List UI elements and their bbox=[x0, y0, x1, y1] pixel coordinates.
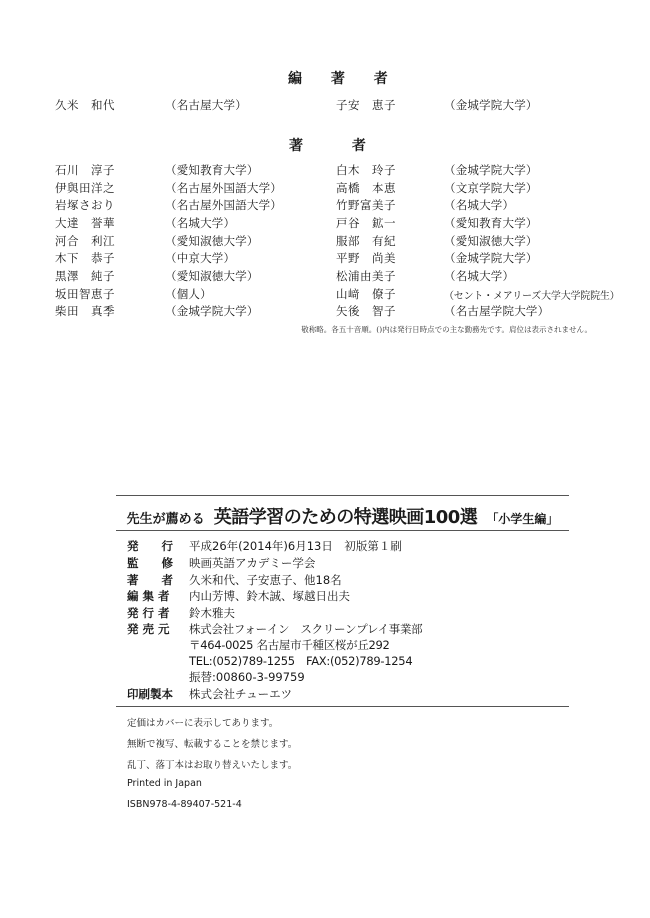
footer-replace-note: 乱丁、落丁本はお取り替えいたします。 bbox=[127, 760, 298, 771]
author-affiliation: （愛知淑徳大学） bbox=[444, 234, 538, 248]
author-name: 伊與田洋之 bbox=[55, 181, 115, 195]
colophon-value: 鈴木雅夫 bbox=[189, 606, 235, 620]
author-affiliation: （個人） bbox=[165, 287, 212, 301]
colophon-value: 内山芳博、鈴木誠、塚越日出夫 bbox=[189, 589, 350, 603]
colophon-label: 発 行 bbox=[127, 539, 173, 553]
title-bottom-rule bbox=[116, 530, 569, 531]
author-affiliation: （愛知教育大学） bbox=[444, 216, 538, 230]
authors-note: 敬称略。各五十音順。()内は発行日時点での主な勤務先です。肩位は表示されません。 bbox=[301, 325, 592, 334]
footer-isbn: ISBN978-4-89407-521-4 bbox=[127, 799, 242, 810]
author-affiliation: （愛知淑徳大学） bbox=[165, 234, 259, 248]
book-title bbox=[116, 503, 569, 529]
colophon-value: 振替:00860-3-99759 bbox=[189, 670, 305, 684]
author-name: 白木 玲子 bbox=[336, 163, 396, 177]
author-affiliation: （文京学院大学） bbox=[444, 181, 538, 195]
colophon-value: TEL:(052)789-1255 FAX:(052)789-1254 bbox=[189, 654, 413, 668]
colophon-value: 久米和代、子安恵子、他18名 bbox=[189, 573, 342, 587]
author-affiliation: （金城学院大学） bbox=[444, 163, 538, 177]
author-name: 河合 利江 bbox=[55, 234, 115, 248]
colophon-label: 監 修 bbox=[127, 556, 173, 570]
author-affiliation: （愛知教育大学） bbox=[165, 163, 259, 177]
colophon-value: 映画英語アカデミー学会 bbox=[189, 556, 316, 570]
author-affiliation: （名城大学） bbox=[444, 198, 515, 212]
author-name: 竹野富美子 bbox=[336, 198, 396, 212]
colophon-value: 平成26年(2014年)6月13日 初版第１刷 bbox=[189, 539, 402, 553]
colophon-label: 印刷製本 bbox=[127, 687, 173, 701]
footer-copy-note: 無断で複写、転載することを禁じます。 bbox=[127, 739, 298, 750]
editor-affiliation: （金城学院大学） bbox=[444, 98, 538, 112]
author-name: 坂田智恵子 bbox=[55, 287, 115, 301]
author-name: 矢後 智子 bbox=[336, 304, 396, 318]
colophon-label: 編 集 者 bbox=[127, 589, 170, 603]
book-title-main: 英語学習のための特選映画100選 bbox=[213, 507, 478, 528]
footer-price-note: 定価はカバーに表示してあります。 bbox=[127, 718, 279, 729]
editors-heading: 編 著 者 bbox=[288, 71, 400, 87]
footer-printed-in: Printed in Japan bbox=[127, 778, 202, 789]
author-affiliation: （金城学院大学） bbox=[165, 304, 259, 318]
author-name: 岩塚さおり bbox=[55, 198, 115, 212]
book-title-sub: 「小学生編」 bbox=[486, 512, 559, 526]
author-name: 松浦由美子 bbox=[336, 269, 396, 283]
author-name: 戸谷 鉱一 bbox=[336, 216, 396, 230]
colophon-value: 〒464-0025 名古屋市千種区桜が丘292 bbox=[189, 638, 390, 652]
author-name: 黒澤 純子 bbox=[55, 269, 115, 283]
author-name: 木下 恭子 bbox=[55, 251, 115, 265]
colophon-label: 発 売 元 bbox=[127, 622, 170, 636]
author-name: 高橋 本恵 bbox=[336, 181, 396, 195]
author-name: 石川 淳子 bbox=[55, 163, 115, 177]
colophon-bottom-rule bbox=[116, 706, 569, 707]
authors-heading: 著 者 bbox=[289, 138, 388, 154]
book-title-prefix: 先生が薦める bbox=[126, 512, 205, 527]
editor-name: 子安 恵子 bbox=[336, 98, 396, 112]
colophon-value: 株式会社チューエツ bbox=[189, 687, 293, 701]
author-affiliation: （名城大学） bbox=[444, 269, 515, 283]
editor-affiliation: （名古屋大学） bbox=[165, 98, 247, 112]
author-affiliation: （中京大学） bbox=[165, 251, 236, 265]
author-name: 平野 尚美 bbox=[336, 251, 396, 265]
title-top-rule bbox=[116, 495, 569, 496]
author-affiliation: （金城学院大学） bbox=[444, 251, 538, 265]
author-name: 大達 誉華 bbox=[55, 216, 115, 230]
colophon-value: 株式会社フォーイン スクリーンプレイ事業部 bbox=[189, 622, 423, 636]
author-affiliation: （名古屋外国語大学） bbox=[165, 181, 282, 195]
editor-name: 久米 和代 bbox=[55, 98, 115, 112]
colophon-label: 発 行 者 bbox=[127, 606, 170, 620]
author-affiliation: （名城大学） bbox=[165, 216, 236, 230]
author-affiliation: （名古屋外国語大学） bbox=[165, 198, 282, 212]
colophon-label: 著 者 bbox=[127, 573, 173, 587]
author-affiliation: （セント・メアリーズ大学大学院院生） bbox=[444, 291, 620, 302]
author-name: 山﨑 僚子 bbox=[336, 287, 396, 301]
author-name: 服部 有紀 bbox=[336, 234, 396, 248]
author-name: 柴田 真季 bbox=[55, 304, 115, 318]
author-affiliation: （愛知淑徳大学） bbox=[165, 269, 259, 283]
author-affiliation: （名古屋学院大学） bbox=[444, 304, 550, 318]
